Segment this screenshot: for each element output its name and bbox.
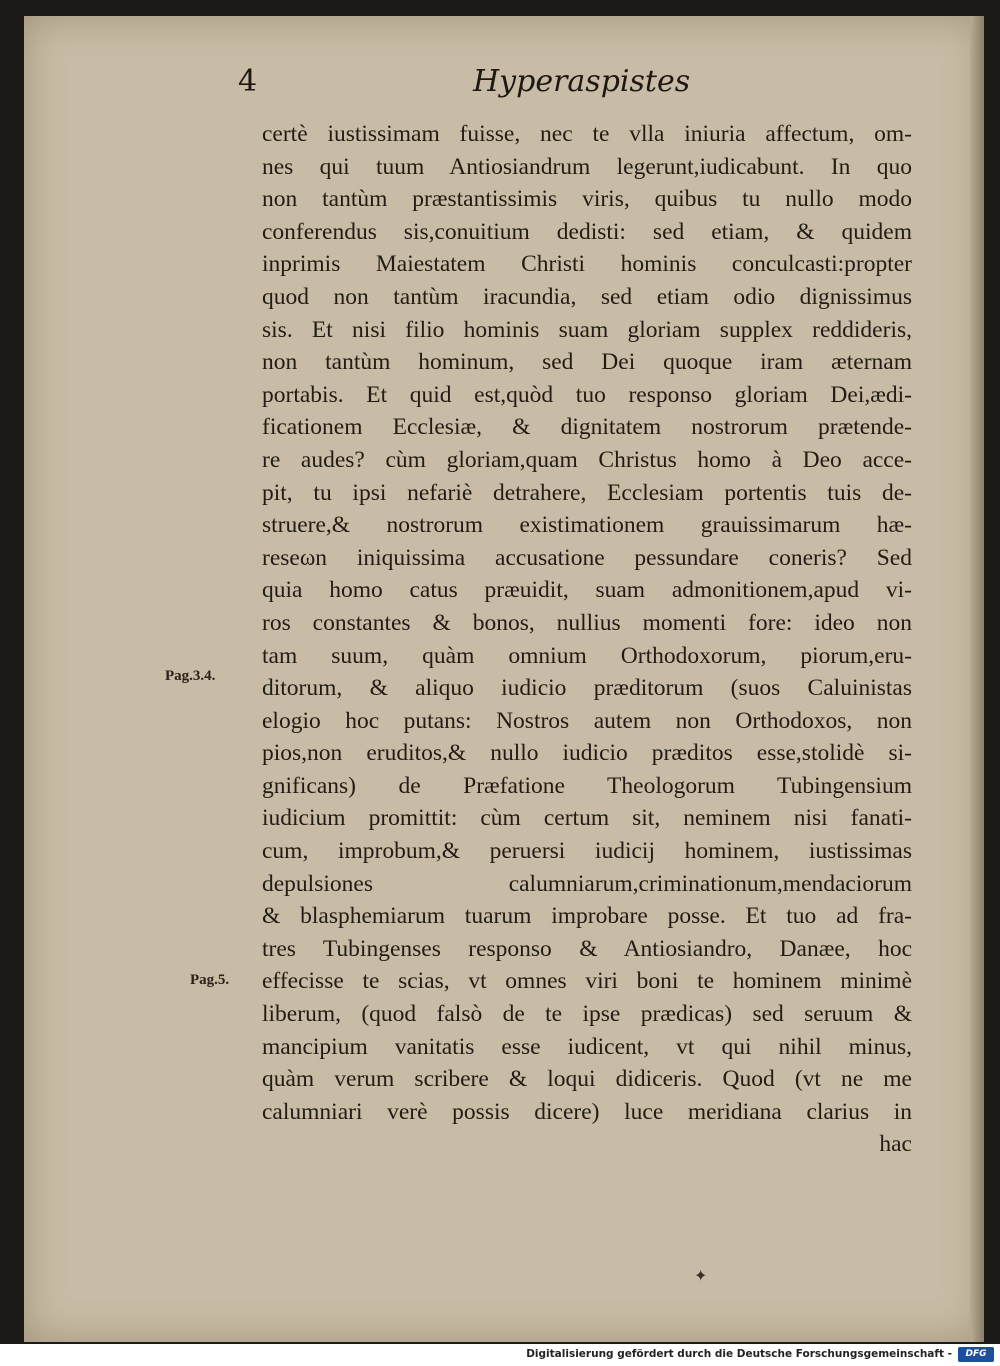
text-line: sis. Et nisi filio hominis suam gloriam supplex reddideris,: [262, 316, 912, 343]
catchword: hac: [879, 1131, 912, 1158]
page-header: [238, 64, 888, 108]
text-line: struere,& nostrorum existimationem grauissimarum hæ-: [262, 512, 912, 539]
text-line: tres Tubingenses responso & Antiosiandro, Danæe, hoc: [262, 935, 912, 962]
text-line: mancipium vanitatis esse iudicent, vt qui nihil minus,: [262, 1033, 912, 1060]
running-title: Hyperaspistes: [473, 64, 691, 99]
text-line: ros constantes & bonos, nullius momenti fore: ideo non: [262, 609, 912, 636]
text-line: ficationem Ecclesiæ, & dignitatem nostrorum prætende-: [262, 414, 912, 441]
text-line: non tantùm hominum, sed Dei quoque iram æternam: [262, 349, 912, 376]
text-line: effecisse te scias, vt omnes viri boni te hominem minimè: [262, 968, 912, 995]
text-line: quàm verum scribere & loqui didiceris. Quod (vt ne me: [262, 1066, 912, 1093]
text-line: ditorum, & aliquo iudicio præditorum (suos Caluinistas: [262, 675, 912, 702]
text-line: nes qui tuum Antiosiandrum legerunt,iudicabunt. In quo: [262, 153, 912, 180]
text-line: & blasphemiarum tuarum improbare posse. Et tuo ad fra-: [262, 903, 912, 930]
text-line: certè iustissimam fuisse, nec te vlla iniuria affectum, om-: [262, 121, 912, 147]
margin-note-pag-3-4: Pag.3.4.: [165, 668, 216, 684]
text-line: inprimis Maiestatem Christi hominis conculcasti:propter: [262, 251, 912, 278]
text-line: pit, tu ipsi nefariè detrahere, Ecclesiam portentis tuis de-: [262, 479, 912, 506]
page-number: 4: [238, 64, 258, 99]
body-text: [262, 118, 912, 1161]
text-line: pios,non eruditos,& nullo iudicio præditos esse,stolidè si-: [262, 740, 912, 767]
text-line: non tantùm præstantissimis viris, quibus tu nullo modo: [262, 186, 912, 213]
text-line: quia homo catus præuidit, suam admonitionem,apud vi-: [262, 577, 912, 604]
text-line: reseωn iniquissima accusatione pessundare coneris? Sed: [262, 544, 912, 571]
text-line: depulsiones calumniarum,criminationum,mendaciorum: [262, 870, 912, 897]
text-line: calumniari verè possis dicere) luce meridiana clarius in: [262, 1098, 912, 1125]
text-line: quod non tantùm iracundia, sed etiam odio dignissimus: [262, 283, 912, 310]
dfg-logo-icon: DFG: [958, 1347, 994, 1362]
text-line: re audes? cùm gloriam,quam Christus homo à Deo acce-: [262, 446, 912, 473]
text-line: elogio hoc putans: Nostros autem non Orthodoxos, non: [262, 707, 912, 734]
text-line: conferendus sis,conuitium dedisti: sed etiam, & quidem: [262, 218, 912, 245]
page-edge: [970, 16, 984, 1342]
text-line: liberum, (quod falsò de te ipse prædicas) sed seruum &: [262, 1001, 912, 1028]
printer-ornament-icon: ✦: [694, 1266, 708, 1285]
text-line: cum, improbum,& peruersi iudicij hominem, iustissimas: [262, 838, 912, 865]
text-line: iudicium promittit: cùm certum sit, neminem nisi fanati-: [262, 805, 912, 832]
margin-note-pag-5: Pag.5.: [190, 972, 230, 988]
text-line: tam suum, quàm omnium Orthodoxorum, piorum,eru-: [262, 642, 912, 669]
text-line: gnificans) de Præfatione Theologorum Tubingensium: [262, 772, 912, 799]
footer-credit: Digitalisierung gefördert durch die Deutsche Forschungsgemeinschaft -: [526, 1348, 952, 1360]
text-line: portabis. Et quid est,quòd tuo responso gloriam Dei,ædi-: [262, 381, 912, 408]
footer-bar: [0, 1344, 1000, 1366]
